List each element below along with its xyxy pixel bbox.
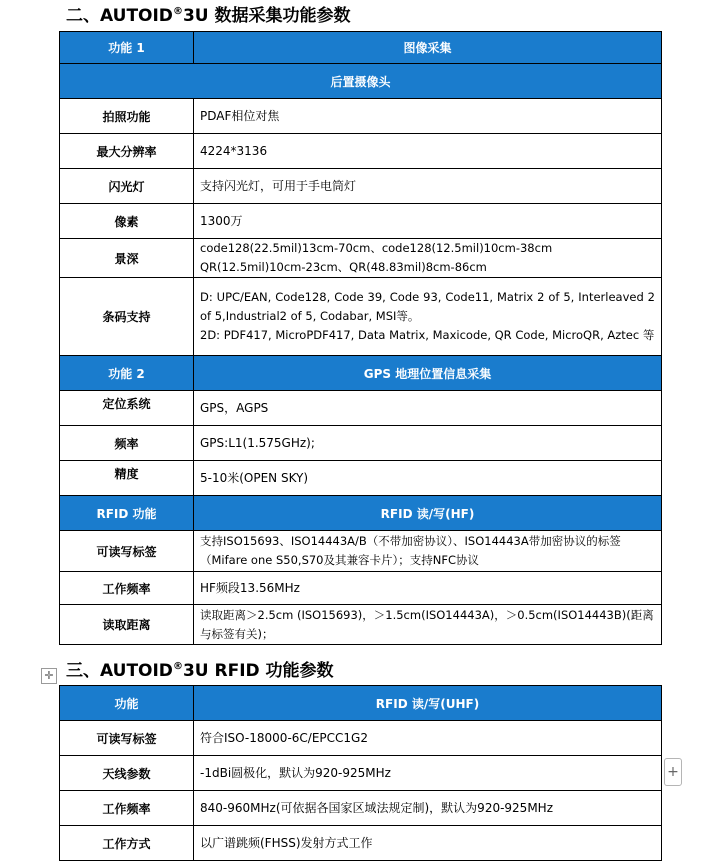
- table-row: [60, 572, 662, 605]
- row-label: 天线参数: [60, 756, 194, 791]
- row-label: 可读写标签: [60, 531, 194, 572]
- row-value: 支持闪光灯，可用于手电筒灯: [194, 169, 662, 204]
- table-row: [60, 605, 662, 645]
- row-value: 840-960MHz(可依据各国家区域法规定制)，默认为920-925MHz: [194, 791, 662, 826]
- row-label: 读取距离: [60, 605, 194, 645]
- table-row: [60, 32, 662, 64]
- row-label: 工作频率: [60, 791, 194, 826]
- table-row: [60, 391, 662, 426]
- row-label: 工作频率: [60, 572, 194, 605]
- row-label: RFID 功能: [60, 496, 194, 531]
- table-row: [60, 278, 662, 356]
- add-column-icon[interactable]: +: [664, 758, 682, 786]
- table-row: [60, 496, 662, 531]
- row-value: 支持ISO15693、ISO14443A/B（不带加密协议）、ISO14443A带加密协议的标签（Mifare one S50,S70及其兼容卡片）；支持NFC协议: [194, 531, 662, 572]
- table-row: [60, 99, 662, 134]
- row-label: 精度: [60, 461, 194, 496]
- row-value: GPS:L1(1.575GHz);: [194, 426, 662, 461]
- row-value: 5-10米(OPEN SKY): [194, 461, 662, 496]
- row-value: HF频段13.56MHz: [194, 572, 662, 605]
- table-row: [60, 721, 662, 756]
- row-value: 图像采集: [194, 32, 662, 64]
- row-label: 拍照功能: [60, 99, 194, 134]
- table-row: [60, 239, 662, 278]
- row-value: 4224*3136: [194, 134, 662, 169]
- row-value: PDAF相位对焦: [194, 99, 662, 134]
- row-label: 可读写标签: [60, 721, 194, 756]
- section3-title: 三、AUTOID®3U RFID 功能参数: [66, 661, 334, 681]
- row-label: 功能 1: [60, 32, 194, 64]
- data-capture-table: [59, 31, 662, 645]
- rfid-uhf-table: [59, 685, 662, 861]
- table-row: [60, 134, 662, 169]
- table-row: [60, 356, 662, 391]
- row-value: 读取距离＞2.5cm (ISO15693)，＞1.5cm(ISO14443A)，＞0.5cm(ISO14443B)(距离与标签有关)；: [194, 605, 662, 645]
- row-value: 符合ISO-18000-6C/EPCC1G2: [194, 721, 662, 756]
- row-value: RFID 读/写(HF): [194, 496, 662, 531]
- table-row: [60, 756, 662, 791]
- row-label: 工作方式: [60, 826, 194, 861]
- table-row: [60, 64, 662, 99]
- row-label: 功能: [60, 686, 194, 721]
- table-row: [60, 426, 662, 461]
- row-value: 以广谱跳频(FHSS)发射方式工作: [194, 826, 662, 861]
- row-value: code128(22.5mil)13cm-70cm、code128(12.5mil)10cm-38cm QR(12.5mil)10cm-23cm、QR(48.83mil)8cm-86cm: [194, 239, 662, 278]
- row-label: 频率: [60, 426, 194, 461]
- row-value: 1300万: [194, 204, 662, 239]
- row-label: 最大分辨率: [60, 134, 194, 169]
- row-label: 闪光灯: [60, 169, 194, 204]
- row-value: -1dBi圆极化，默认为920-925MHz: [194, 756, 662, 791]
- row-value: D: UPC/EAN, Code128, Code 39, Code 93, Code11, Matrix 2 of 5, Interleaved 2 of 5,Industrial2 of 5, Codabar, MSI等。 2D: PDF417, MicroPDF417, Data Matrix, Maxicode, QR Code, MicroQR, Aztec 等: [194, 278, 662, 356]
- table-row: [60, 169, 662, 204]
- table-row: [60, 826, 662, 861]
- row-label: 像素: [60, 204, 194, 239]
- row-value: GPS，AGPS: [194, 391, 662, 426]
- table-row: [60, 791, 662, 826]
- section2-title: 二、AUTOID®3U 数据采集功能参数: [66, 6, 351, 26]
- move-handle-icon[interactable]: ✛: [41, 668, 57, 684]
- row-value: RFID 读/写(UHF): [194, 686, 662, 721]
- table-row: [60, 531, 662, 572]
- row-label: 功能 2: [60, 356, 194, 391]
- row-value: GPS 地理位置信息采集: [194, 356, 662, 391]
- table-row: [60, 204, 662, 239]
- table-row: [60, 686, 662, 721]
- table-row: [60, 461, 662, 496]
- row-label: 条码支持: [60, 278, 194, 356]
- row-label: 景深: [60, 239, 194, 278]
- row-label: 定位系统: [60, 391, 194, 426]
- row-span-value: 后置摄像头: [60, 64, 662, 99]
